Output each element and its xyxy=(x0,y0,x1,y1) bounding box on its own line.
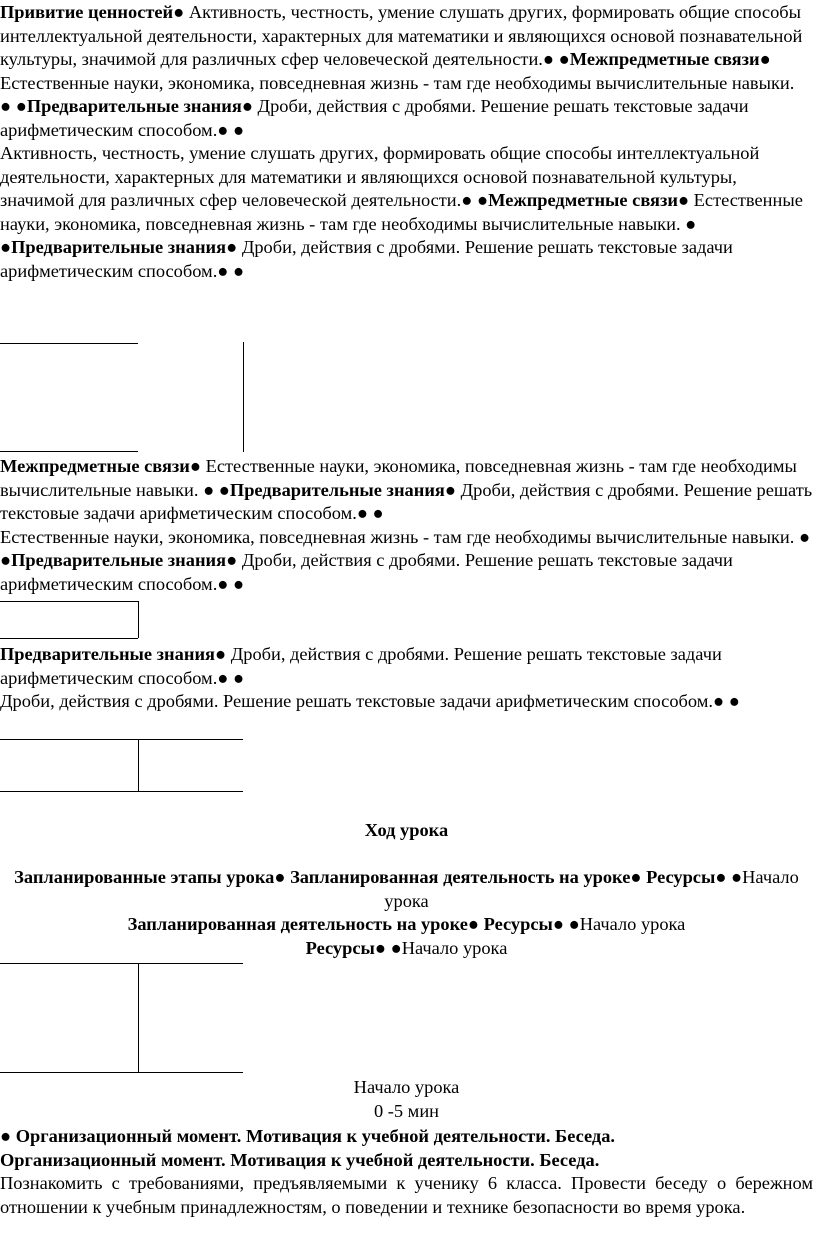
section-stages xyxy=(0,866,816,960)
table-border xyxy=(0,638,138,639)
paragraph-interdisciplinary-repeat xyxy=(0,526,816,597)
text-prior: Дроби, действия с дробями. Решение решать текстовые задачи арифметическим способом. xyxy=(0,237,733,281)
paragraph-prior xyxy=(0,643,816,690)
text-prior: Дроби, действия с дробями. Решение решать текстовые задачи арифметическим способом. xyxy=(0,96,749,140)
text-prior: Дроби, действия с дробями. Решение решать текстовые задачи арифметическим способом. xyxy=(0,550,733,594)
bullet: ● ● xyxy=(217,667,245,688)
org-moment: ● Организационный момент. Мотивация к учебной деятельности. Беседа. xyxy=(0,1126,616,1146)
bullet: ● xyxy=(759,49,771,69)
text-prior: Дроби, действия с дробями. Решение решать текстовые задачи арифметическим способом. xyxy=(0,644,722,688)
bullet: ● ● xyxy=(0,526,811,570)
paragraph-prior-repeat xyxy=(0,690,816,714)
bullet: ● ● xyxy=(461,190,489,210)
text-values-repeat: Активность, честность, умение слушать других, формировать общие способы интеллектуальной деятельности, характерных для математики и являющихся основой познавательной культуры, значимой для различных сфер человеческой деятельности. xyxy=(0,143,760,210)
text-prior: Дроби, действия с дробями. Решение решать текстовые задачи арифметическим способом. xyxy=(0,479,813,523)
bullet: ● xyxy=(677,190,690,210)
bullet: ● ● xyxy=(0,213,697,257)
label-prior: Предварительные знания xyxy=(26,96,242,116)
bullet: ● xyxy=(444,479,456,500)
section-prior xyxy=(0,643,816,714)
bullet: ● xyxy=(226,237,238,257)
bullet: ● xyxy=(0,1126,12,1146)
table-border xyxy=(0,791,243,792)
table-border xyxy=(138,601,139,638)
bullet: ● xyxy=(189,456,201,476)
section-interdisciplinary xyxy=(0,455,816,596)
table-border xyxy=(0,739,243,740)
bullet: ● ● xyxy=(356,503,384,523)
lesson-start: Начало урока xyxy=(353,1077,460,1097)
bullet: ● xyxy=(173,2,185,22)
section-org xyxy=(0,1125,816,1219)
table-border xyxy=(0,451,138,452)
text-interdisciplinary: Естественные науки, экономика, повседневная жизнь - там где необходимы вычислительные навыки. xyxy=(0,72,795,93)
table-border xyxy=(0,343,138,344)
label-prior: Предварительные знания xyxy=(229,479,445,500)
label-prior: Предварительные знания xyxy=(11,237,227,257)
text-interdisciplinary: Естественные науки, экономика, повседневная жизнь - там где необходимы вычислительные навыки. xyxy=(0,456,797,500)
table-border xyxy=(138,963,139,1072)
paragraph-values xyxy=(0,1,816,95)
bullet: ● ● xyxy=(542,49,570,69)
text-prior-repeat: Дроби, действия с дробями. Решение решать текстовые задачи арифметическим способом. xyxy=(0,691,713,711)
label-prior: Предварительные знания xyxy=(11,550,227,570)
stages-line-1: Запланированные этапы урока● Запланированная деятельность на уроке● Ресурсы● ●Начало урока xyxy=(14,867,799,911)
page-title: Ход урока xyxy=(364,820,449,840)
label-interdisciplinary: Межпредметные связи xyxy=(0,456,190,476)
stages-line-2: Запланированная деятельность на уроке● Ресурсы● ●Начало урока xyxy=(127,914,686,934)
paragraph-prior xyxy=(0,95,816,142)
bullet: ● xyxy=(215,644,227,664)
label-values: Привитие ценностей xyxy=(0,2,174,22)
bullet: ● ● xyxy=(712,691,740,711)
text-values: Активность, честность, умение слушать других, формировать общие способы интеллектуальной деятельности, характерных для математики и являющихся основой познавательной культуры, значимой для различных сфер человеческой деятельности. xyxy=(0,2,803,69)
section-lesson-start xyxy=(0,1076,816,1123)
text-interdisciplinary-repeat: Естественные науки, экономика, повседневная жизнь - там где необходимы вычислительные навыки. xyxy=(0,526,799,547)
paragraph-values-repeat xyxy=(0,142,816,283)
lesson-body: Познакомить с требованиями, предъявляемыми к ученику 6 класса. Провести беседу о бережном отношении к учебным принадлежностям, о поведении и технике безопасности во время урока. xyxy=(0,1173,813,1217)
lesson-time: 0 -5 мин xyxy=(373,1100,440,1121)
table-border xyxy=(0,1072,243,1073)
bullet: ● ● xyxy=(203,479,230,500)
paragraph-interdisciplinary xyxy=(0,455,816,526)
section-heading xyxy=(0,819,816,843)
bullet: ● ● xyxy=(217,573,245,594)
text-interdisciplinary: Естественные науки, экономика, повседневная жизнь - там где необходимы вычислительные навыки. xyxy=(0,190,803,234)
stages-line-3: Ресурсы● ●Начало урока xyxy=(305,937,508,958)
bullet: ● ● xyxy=(0,96,27,116)
section-values xyxy=(0,1,816,283)
label-interdisciplinary: Межпредметные связи xyxy=(488,190,678,210)
table-border xyxy=(0,601,138,602)
label-interdisciplinary: Межпредметные связи xyxy=(569,49,760,69)
table-border xyxy=(0,963,243,964)
bullet: ● ● xyxy=(217,119,245,140)
org-moment-repeat: Организационный момент. Мотивация к учебной деятельности. Беседа. xyxy=(0,1149,600,1170)
bullet: ● ● xyxy=(217,260,245,281)
table-border xyxy=(243,342,244,452)
bullet: ● xyxy=(226,550,238,570)
bullet: ● xyxy=(241,96,253,116)
table-border xyxy=(138,739,139,791)
label-prior: Предварительные знания xyxy=(0,644,215,664)
